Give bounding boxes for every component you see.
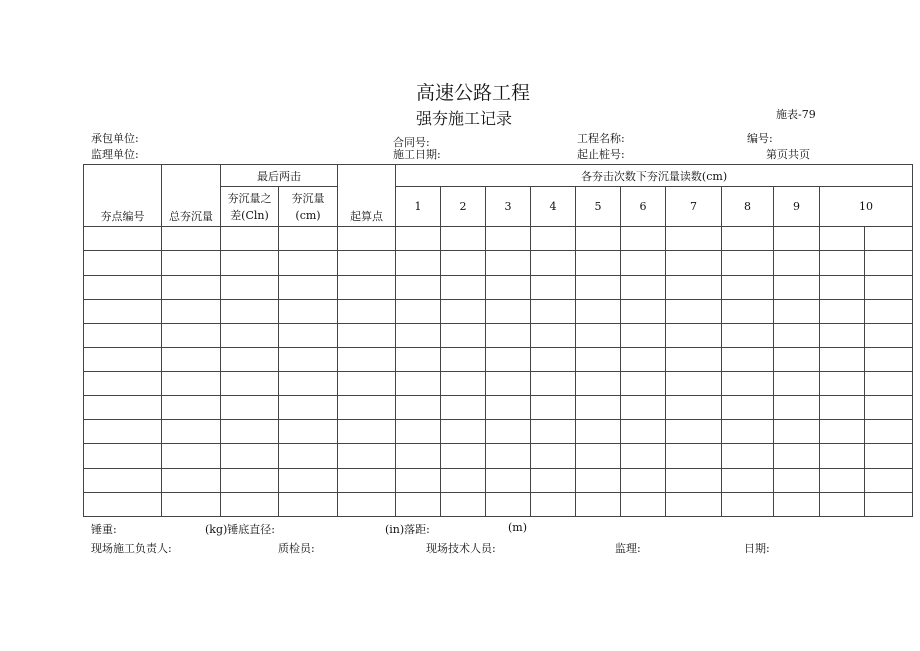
table-cell bbox=[820, 299, 865, 323]
table-cell bbox=[621, 420, 666, 444]
table-cell bbox=[441, 347, 486, 371]
table-cell bbox=[84, 275, 162, 299]
table-cell bbox=[396, 323, 441, 347]
blow-number: 10 bbox=[820, 187, 913, 227]
table-cell bbox=[396, 227, 441, 251]
table-cell bbox=[279, 396, 338, 420]
table-cell bbox=[865, 372, 913, 396]
table-cell bbox=[84, 396, 162, 420]
table-cell bbox=[621, 323, 666, 347]
table-cell bbox=[576, 251, 621, 275]
form-number: 施表-79 bbox=[776, 108, 816, 121]
table-cell bbox=[486, 420, 531, 444]
table-cell bbox=[865, 347, 913, 371]
table-cell bbox=[162, 347, 221, 371]
table-cell bbox=[441, 275, 486, 299]
table-cell bbox=[820, 227, 865, 251]
table-cell bbox=[221, 251, 279, 275]
table-cell bbox=[221, 227, 279, 251]
table-cell bbox=[338, 492, 396, 516]
page-count-label: 第页共页 bbox=[766, 148, 810, 161]
table-cell bbox=[486, 275, 531, 299]
table-cell bbox=[486, 323, 531, 347]
table-cell bbox=[84, 251, 162, 275]
table-row bbox=[84, 468, 913, 492]
table-cell bbox=[621, 396, 666, 420]
table-cell bbox=[865, 492, 913, 516]
table-cell bbox=[531, 323, 576, 347]
table-cell bbox=[162, 420, 221, 444]
blow-number: 2 bbox=[441, 187, 486, 227]
table-row bbox=[84, 299, 913, 323]
table-cell bbox=[576, 492, 621, 516]
table-cell bbox=[722, 347, 774, 371]
blow-number: 4 bbox=[531, 187, 576, 227]
table-cell bbox=[396, 396, 441, 420]
table-cell bbox=[531, 396, 576, 420]
tech-staff-label: 现场技术人员: bbox=[426, 542, 496, 555]
table-cell bbox=[221, 420, 279, 444]
table-cell bbox=[441, 420, 486, 444]
drop-distance-label: (in)落距: bbox=[385, 523, 430, 536]
header-settlement-diff bbox=[221, 187, 279, 227]
table-cell bbox=[774, 227, 820, 251]
table-cell bbox=[722, 420, 774, 444]
table-cell bbox=[865, 275, 913, 299]
table-row bbox=[84, 227, 913, 251]
table-cell bbox=[441, 227, 486, 251]
table-cell bbox=[576, 347, 621, 371]
table-cell bbox=[162, 396, 221, 420]
table-cell bbox=[820, 492, 865, 516]
table-cell bbox=[621, 372, 666, 396]
table-cell bbox=[531, 275, 576, 299]
document-subtitle: 强夯施工记录 bbox=[416, 109, 513, 128]
table-cell bbox=[576, 420, 621, 444]
table-cell bbox=[486, 468, 531, 492]
table-cell bbox=[84, 468, 162, 492]
table-cell bbox=[441, 444, 486, 468]
table-cell bbox=[722, 468, 774, 492]
table-cell bbox=[666, 251, 722, 275]
table-cell bbox=[576, 299, 621, 323]
table-cell bbox=[621, 468, 666, 492]
table-cell bbox=[396, 299, 441, 323]
table-cell bbox=[576, 275, 621, 299]
date-label: 日期: bbox=[744, 542, 770, 555]
table-cell bbox=[621, 251, 666, 275]
table-cell bbox=[486, 396, 531, 420]
table-cell bbox=[666, 468, 722, 492]
header-point-no: 夯点编号 bbox=[84, 165, 162, 227]
table-cell bbox=[531, 299, 576, 323]
table-cell bbox=[722, 444, 774, 468]
table-cell bbox=[774, 299, 820, 323]
blow-number: 9 bbox=[774, 187, 820, 227]
project-name-label: 工程名称: bbox=[577, 132, 625, 145]
contractor-label: 承包单位: bbox=[91, 132, 139, 145]
table-cell bbox=[621, 275, 666, 299]
serial-no-label: 编号: bbox=[747, 132, 773, 145]
table-cell bbox=[820, 275, 865, 299]
table-cell bbox=[338, 227, 396, 251]
table-cell bbox=[666, 492, 722, 516]
supervision-label: 监理: bbox=[615, 542, 641, 555]
blow-number: 7 bbox=[666, 187, 722, 227]
table-cell bbox=[441, 372, 486, 396]
table-cell bbox=[338, 299, 396, 323]
blow-number: 1 bbox=[396, 187, 441, 227]
table-cell bbox=[221, 323, 279, 347]
document-title: 高速公路工程 bbox=[416, 82, 531, 104]
table-cell bbox=[865, 251, 913, 275]
table-cell bbox=[279, 299, 338, 323]
blow-number: 8 bbox=[722, 187, 774, 227]
table-cell bbox=[84, 347, 162, 371]
header-readings-group: 各夯击次数下夯沉量读数(cm) bbox=[396, 165, 913, 187]
table-cell bbox=[666, 275, 722, 299]
table-cell bbox=[576, 468, 621, 492]
table-cell bbox=[338, 420, 396, 444]
table-cell bbox=[396, 347, 441, 371]
table-cell bbox=[84, 227, 162, 251]
table-cell bbox=[279, 444, 338, 468]
table-row bbox=[84, 372, 913, 396]
table-cell bbox=[162, 492, 221, 516]
table-cell bbox=[162, 227, 221, 251]
table-cell bbox=[774, 444, 820, 468]
header-settlement-diff-line2: 差(Cln) bbox=[230, 208, 269, 222]
table-cell bbox=[621, 444, 666, 468]
table-cell bbox=[279, 468, 338, 492]
supervisor-unit-label: 监理单位: bbox=[91, 148, 139, 161]
table-cell bbox=[221, 275, 279, 299]
table-cell bbox=[221, 444, 279, 468]
table-cell bbox=[279, 227, 338, 251]
table-row bbox=[84, 396, 913, 420]
table-cell bbox=[722, 299, 774, 323]
table-row bbox=[84, 420, 913, 444]
table-cell bbox=[666, 323, 722, 347]
table-cell bbox=[820, 396, 865, 420]
table-cell bbox=[279, 323, 338, 347]
table-cell bbox=[722, 396, 774, 420]
table-cell bbox=[162, 251, 221, 275]
table-cell bbox=[865, 396, 913, 420]
construction-date-label: 施工日期: bbox=[393, 148, 441, 161]
table-cell bbox=[486, 444, 531, 468]
table-cell bbox=[621, 347, 666, 371]
table-row bbox=[84, 347, 913, 371]
table-cell bbox=[84, 299, 162, 323]
header-settlement-line1: 夯沉量 bbox=[291, 191, 325, 205]
table-cell bbox=[279, 275, 338, 299]
table-cell bbox=[221, 492, 279, 516]
table-cell bbox=[162, 372, 221, 396]
table-cell bbox=[774, 275, 820, 299]
table-cell bbox=[865, 323, 913, 347]
table-cell bbox=[722, 227, 774, 251]
table-cell bbox=[221, 372, 279, 396]
table-cell bbox=[338, 251, 396, 275]
table-cell bbox=[279, 372, 338, 396]
table-row bbox=[84, 444, 913, 468]
table-cell bbox=[396, 275, 441, 299]
table-cell bbox=[162, 275, 221, 299]
table-cell bbox=[722, 492, 774, 516]
table-cell bbox=[531, 444, 576, 468]
table-cell bbox=[865, 227, 913, 251]
table-row bbox=[84, 251, 913, 275]
table-cell bbox=[441, 323, 486, 347]
table-cell bbox=[576, 227, 621, 251]
table-cell bbox=[338, 468, 396, 492]
table-cell bbox=[441, 492, 486, 516]
table-cell bbox=[441, 299, 486, 323]
table-cell bbox=[774, 492, 820, 516]
table-cell bbox=[820, 468, 865, 492]
table-cell bbox=[486, 347, 531, 371]
table-cell bbox=[396, 444, 441, 468]
table-cell bbox=[279, 347, 338, 371]
table-cell bbox=[666, 396, 722, 420]
table-cell bbox=[531, 347, 576, 371]
table-cell bbox=[441, 468, 486, 492]
hammer-diameter-label: (kg)锤底直径: bbox=[205, 523, 275, 536]
compaction-record-table bbox=[83, 164, 913, 517]
table-cell bbox=[666, 299, 722, 323]
table-cell bbox=[774, 372, 820, 396]
table-cell bbox=[338, 275, 396, 299]
table-cell bbox=[338, 372, 396, 396]
table-cell bbox=[722, 323, 774, 347]
table-cell bbox=[221, 299, 279, 323]
table-cell bbox=[338, 444, 396, 468]
table-row bbox=[84, 492, 913, 516]
inspector-label: 质检员: bbox=[278, 542, 315, 555]
blow-number: 6 bbox=[621, 187, 666, 227]
table-cell bbox=[576, 372, 621, 396]
table-cell bbox=[774, 251, 820, 275]
table-cell bbox=[84, 444, 162, 468]
header-settlement bbox=[279, 187, 338, 227]
blow-number: 3 bbox=[486, 187, 531, 227]
table-cell bbox=[820, 372, 865, 396]
table-cell bbox=[621, 299, 666, 323]
table-cell bbox=[774, 323, 820, 347]
table-cell bbox=[531, 492, 576, 516]
table-cell bbox=[84, 323, 162, 347]
table-cell bbox=[221, 468, 279, 492]
table-cell bbox=[221, 396, 279, 420]
table-cell bbox=[338, 323, 396, 347]
table-cell bbox=[396, 251, 441, 275]
table-cell bbox=[162, 323, 221, 347]
table-cell bbox=[84, 372, 162, 396]
table-cell bbox=[486, 299, 531, 323]
header-settlement-diff-line1: 夯沉量之 bbox=[227, 191, 272, 205]
table-row bbox=[84, 323, 913, 347]
table-cell bbox=[396, 372, 441, 396]
header-total-settlement: 总夯沉量 bbox=[162, 165, 221, 227]
table-cell bbox=[338, 347, 396, 371]
table-cell bbox=[774, 420, 820, 444]
table-cell bbox=[820, 323, 865, 347]
table-cell bbox=[486, 492, 531, 516]
header-last-two-blows: 最后两击 bbox=[221, 165, 338, 187]
table-cell bbox=[279, 251, 338, 275]
table-cell bbox=[576, 323, 621, 347]
table-cell bbox=[441, 251, 486, 275]
table-cell bbox=[162, 299, 221, 323]
table-cell bbox=[338, 396, 396, 420]
table-cell bbox=[221, 347, 279, 371]
table-cell bbox=[531, 372, 576, 396]
table-cell bbox=[666, 372, 722, 396]
contract-no-label: 合同号: bbox=[393, 136, 430, 149]
table-cell bbox=[820, 347, 865, 371]
table-cell bbox=[162, 444, 221, 468]
table-cell bbox=[531, 420, 576, 444]
table-cell bbox=[666, 444, 722, 468]
table-cell bbox=[666, 227, 722, 251]
table-cell bbox=[865, 420, 913, 444]
meter-unit-label: (m) bbox=[508, 521, 528, 534]
table-cell bbox=[666, 420, 722, 444]
table-cell bbox=[396, 420, 441, 444]
table-row bbox=[84, 275, 913, 299]
table-cell bbox=[279, 492, 338, 516]
table-cell bbox=[865, 299, 913, 323]
table-cell bbox=[722, 275, 774, 299]
header-start-point: 起算点 bbox=[338, 165, 396, 227]
table-cell bbox=[486, 251, 531, 275]
table-cell bbox=[774, 347, 820, 371]
blow-number: 5 bbox=[576, 187, 621, 227]
table-cell bbox=[865, 444, 913, 468]
table-cell bbox=[666, 347, 722, 371]
table-cell bbox=[722, 251, 774, 275]
table-cell bbox=[441, 396, 486, 420]
table-cell bbox=[820, 420, 865, 444]
table-cell bbox=[84, 492, 162, 516]
hammer-weight-label: 锤重: bbox=[91, 523, 117, 536]
table-cell bbox=[84, 420, 162, 444]
table-cell bbox=[162, 468, 221, 492]
table-cell bbox=[531, 227, 576, 251]
table-cell bbox=[820, 251, 865, 275]
table-cell bbox=[576, 444, 621, 468]
table-cell bbox=[531, 468, 576, 492]
site-manager-label: 现场施工负责人: bbox=[91, 542, 172, 555]
table-cell bbox=[576, 396, 621, 420]
table-cell bbox=[621, 227, 666, 251]
station-range-label: 起止桩号: bbox=[577, 148, 625, 161]
table-cell bbox=[279, 420, 338, 444]
header-settlement-line2: (cm) bbox=[295, 208, 321, 222]
table-cell bbox=[774, 468, 820, 492]
table-cell bbox=[396, 492, 441, 516]
table-cell bbox=[531, 251, 576, 275]
table-cell bbox=[820, 444, 865, 468]
table-cell bbox=[722, 372, 774, 396]
table-cell bbox=[486, 227, 531, 251]
table-cell bbox=[486, 372, 531, 396]
table-cell bbox=[774, 396, 820, 420]
table-cell bbox=[865, 468, 913, 492]
table-cell bbox=[621, 492, 666, 516]
table-cell bbox=[396, 468, 441, 492]
